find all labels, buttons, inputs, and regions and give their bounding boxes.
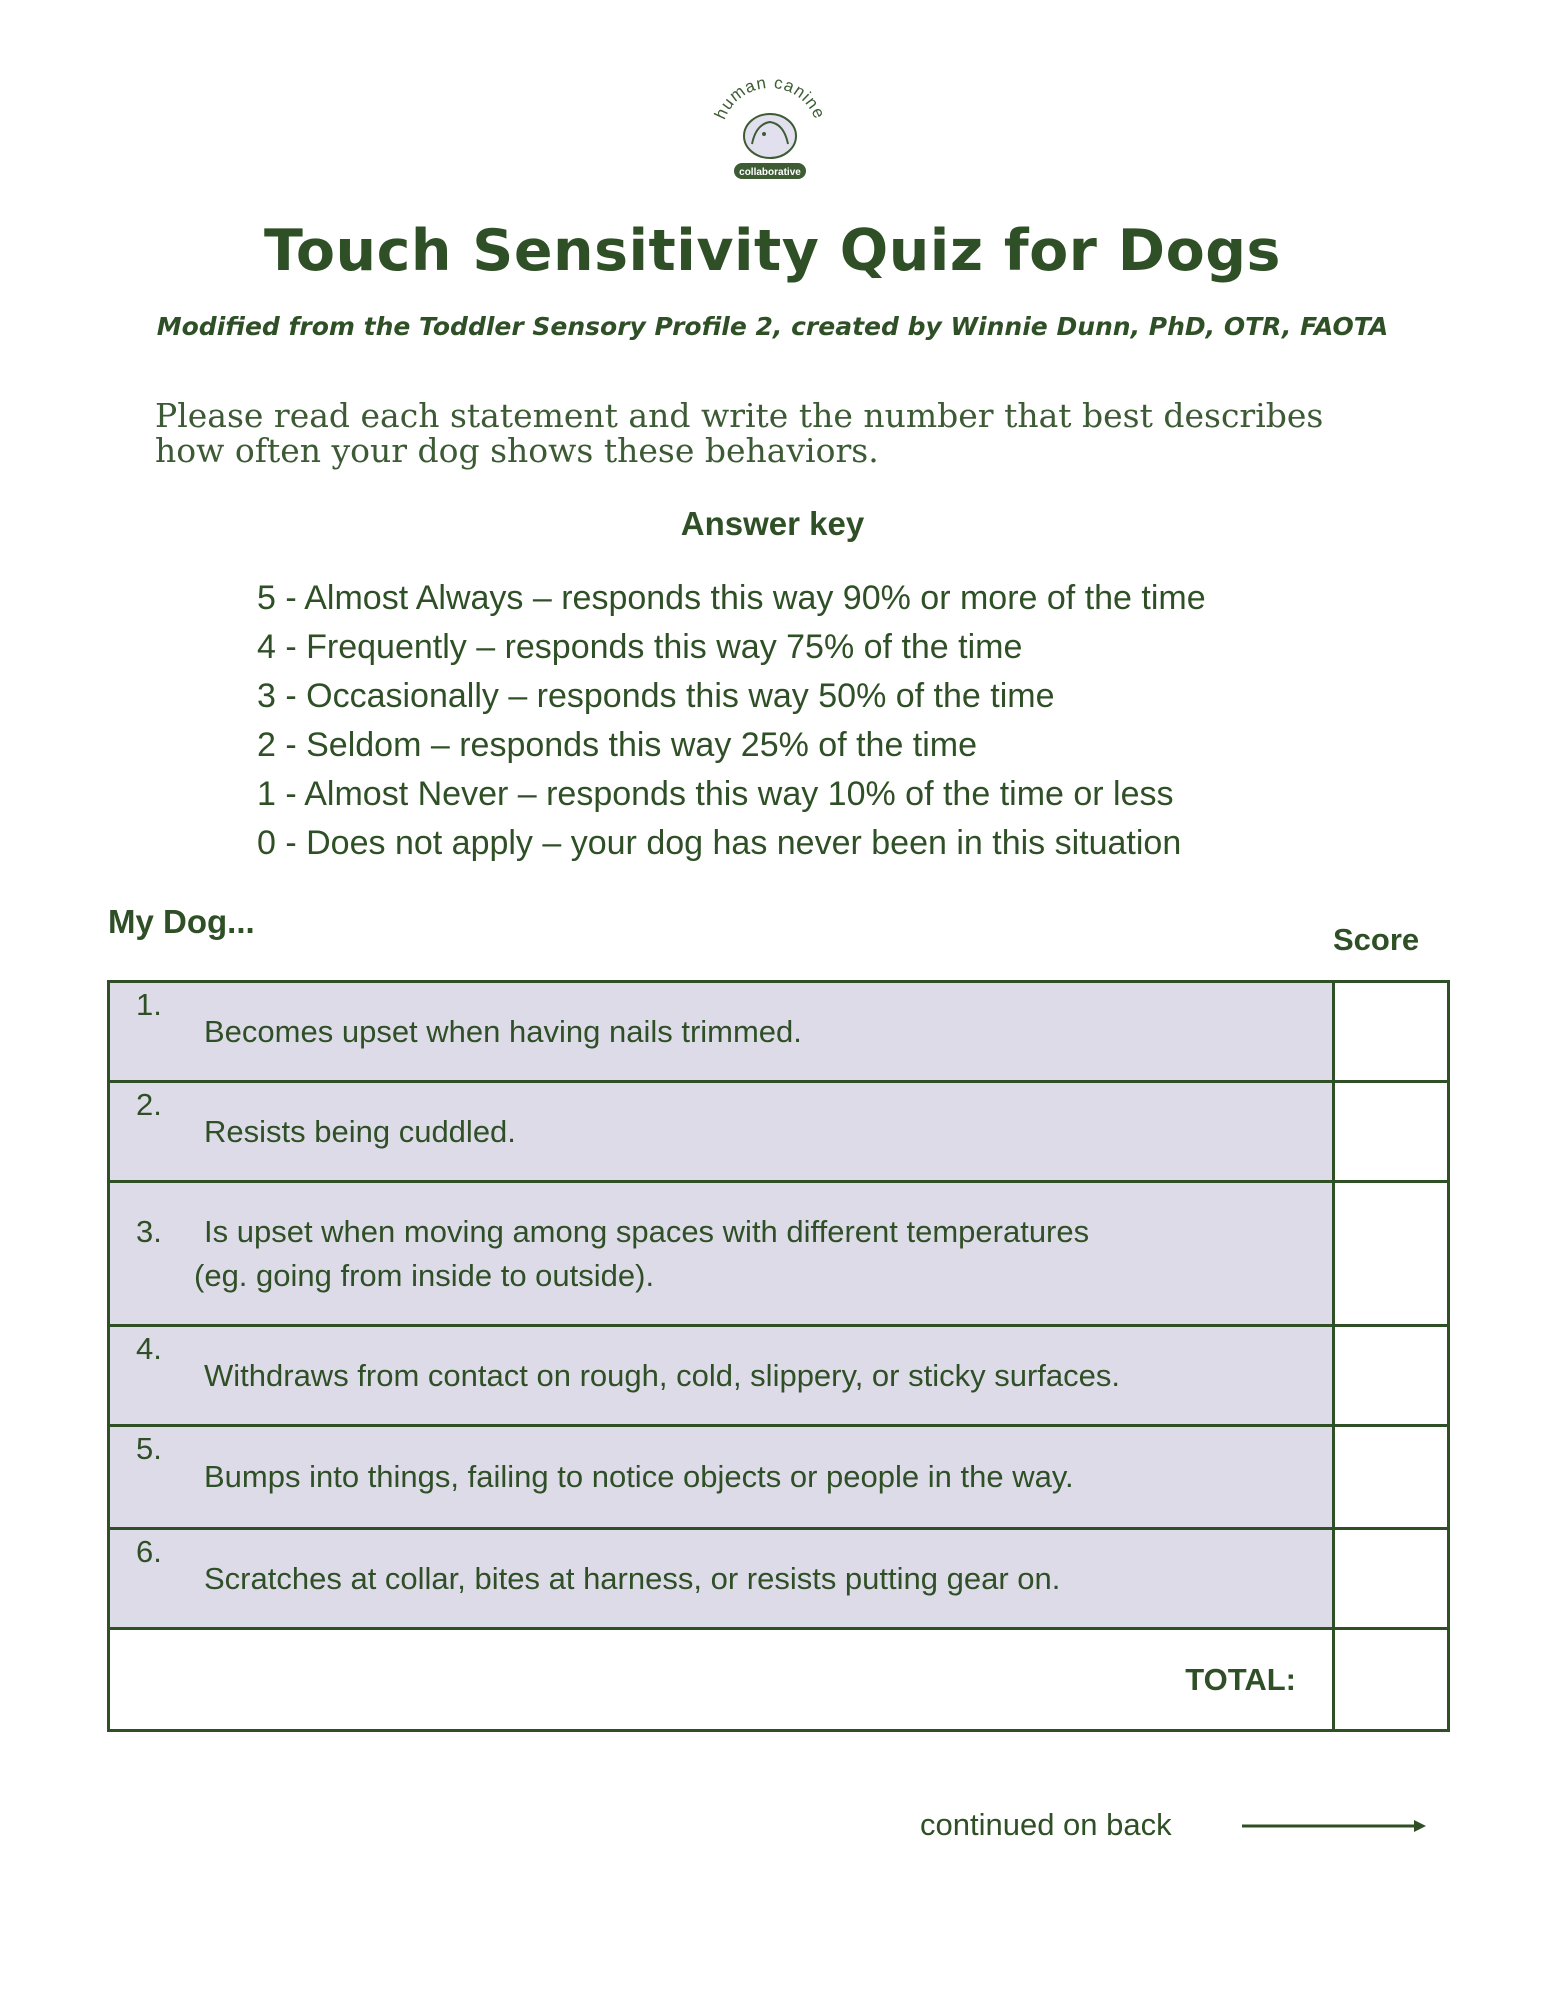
page-subtitle: Modified from the Toddler Sensory Profile 2, created by Winnie Dunn, PhD, OTR, FAOTA: [156, 312, 1389, 341]
answer-key-item: 2 - Seldom – responds this way 25% of the time: [257, 726, 978, 764]
item-text: Withdraws from contact on rough, cold, slippery, or sticky surfaces.: [204, 1357, 1120, 1393]
answer-key-item: 3 - Occasionally – responds this way 50% of the time: [257, 677, 1055, 715]
item-number: 4.: [136, 1331, 162, 1366]
item-text-continued: (eg. going from inside to outside).: [194, 1257, 655, 1293]
quiz-row: [110, 983, 1447, 1083]
item-text: Bumps into things, failing to notice objects or people in the way.: [204, 1459, 1074, 1494]
score-input-cell[interactable]: [1335, 1327, 1447, 1424]
item-number: 1.: [136, 987, 162, 1022]
total-score-cell[interactable]: [1335, 1630, 1447, 1729]
logo: [700, 74, 840, 184]
item-text: Scratches at collar, bites at harness, or resists putting gear on.: [204, 1560, 1061, 1596]
quiz-statement: [110, 1083, 1335, 1180]
page-title: Touch Sensitivity Quiz for Dogs: [264, 218, 1281, 284]
answer-key-item: 4 - Frequently – responds this way 75% of the time: [257, 628, 1023, 666]
answer-key-item: 0 - Does not apply – your dog has never been in this situation: [257, 824, 1182, 862]
logo-arc-text: human canine: [710, 74, 830, 123]
dog-eye-icon: [762, 132, 766, 136]
item-number: 3.: [136, 1213, 162, 1249]
logo-badge-text: collaborative: [739, 167, 801, 178]
score-input-cell[interactable]: [1335, 1183, 1447, 1324]
quiz-row: [110, 1427, 1447, 1530]
quiz-statement: [110, 983, 1335, 1080]
quiz-row: [110, 1530, 1447, 1630]
item-number: 6.: [136, 1534, 162, 1569]
total-label: TOTAL:: [1185, 1661, 1296, 1697]
total-row: [110, 1630, 1447, 1729]
answer-key-list: [257, 574, 1206, 868]
quiz-statement: [110, 1427, 1335, 1527]
total-label-cell: [110, 1630, 1335, 1729]
score-column-label: Score: [1333, 922, 1420, 957]
item-text: Becomes upset when having nails trimmed.: [204, 1013, 802, 1049]
answer-key-item: 5 - Almost Always – responds this way 90% or more of the time: [257, 579, 1206, 617]
item-number: 5.: [136, 1431, 162, 1466]
intro-text: Please read each statement and write the number that best describes how often your dog shows these behaviors.: [155, 396, 1324, 470]
score-input-cell[interactable]: [1335, 1530, 1447, 1627]
answer-key-item: 1 - Almost Never – responds this way 10% of the time or less: [257, 775, 1174, 813]
item-text-block: [194, 1210, 1090, 1298]
logo-circle: [744, 114, 796, 158]
quiz-table: [107, 980, 1450, 1732]
score-input-cell[interactable]: [1335, 1427, 1447, 1527]
item-text: Is upset when moving among spaces with different temperatures: [204, 1213, 1090, 1249]
score-input-cell[interactable]: [1335, 1083, 1447, 1180]
quiz-row: [110, 1327, 1447, 1427]
score-input-cell[interactable]: [1335, 983, 1447, 1080]
item-number: 2.: [136, 1087, 162, 1122]
quiz-statement: [110, 1530, 1335, 1627]
quiz-statement: [110, 1327, 1335, 1424]
item-text: Resists being cuddled.: [204, 1113, 516, 1149]
quiz-statement: [110, 1183, 1335, 1324]
continued-on-back-text: continued on back: [920, 1807, 1172, 1842]
logo-graphic: [700, 74, 840, 184]
quiz-row: [110, 1183, 1447, 1327]
quiz-row: [110, 1083, 1447, 1183]
arrow-right-icon: [1240, 1816, 1430, 1836]
answer-key-heading: Answer key: [680, 505, 865, 542]
my-dog-label: My Dog...: [108, 903, 255, 940]
